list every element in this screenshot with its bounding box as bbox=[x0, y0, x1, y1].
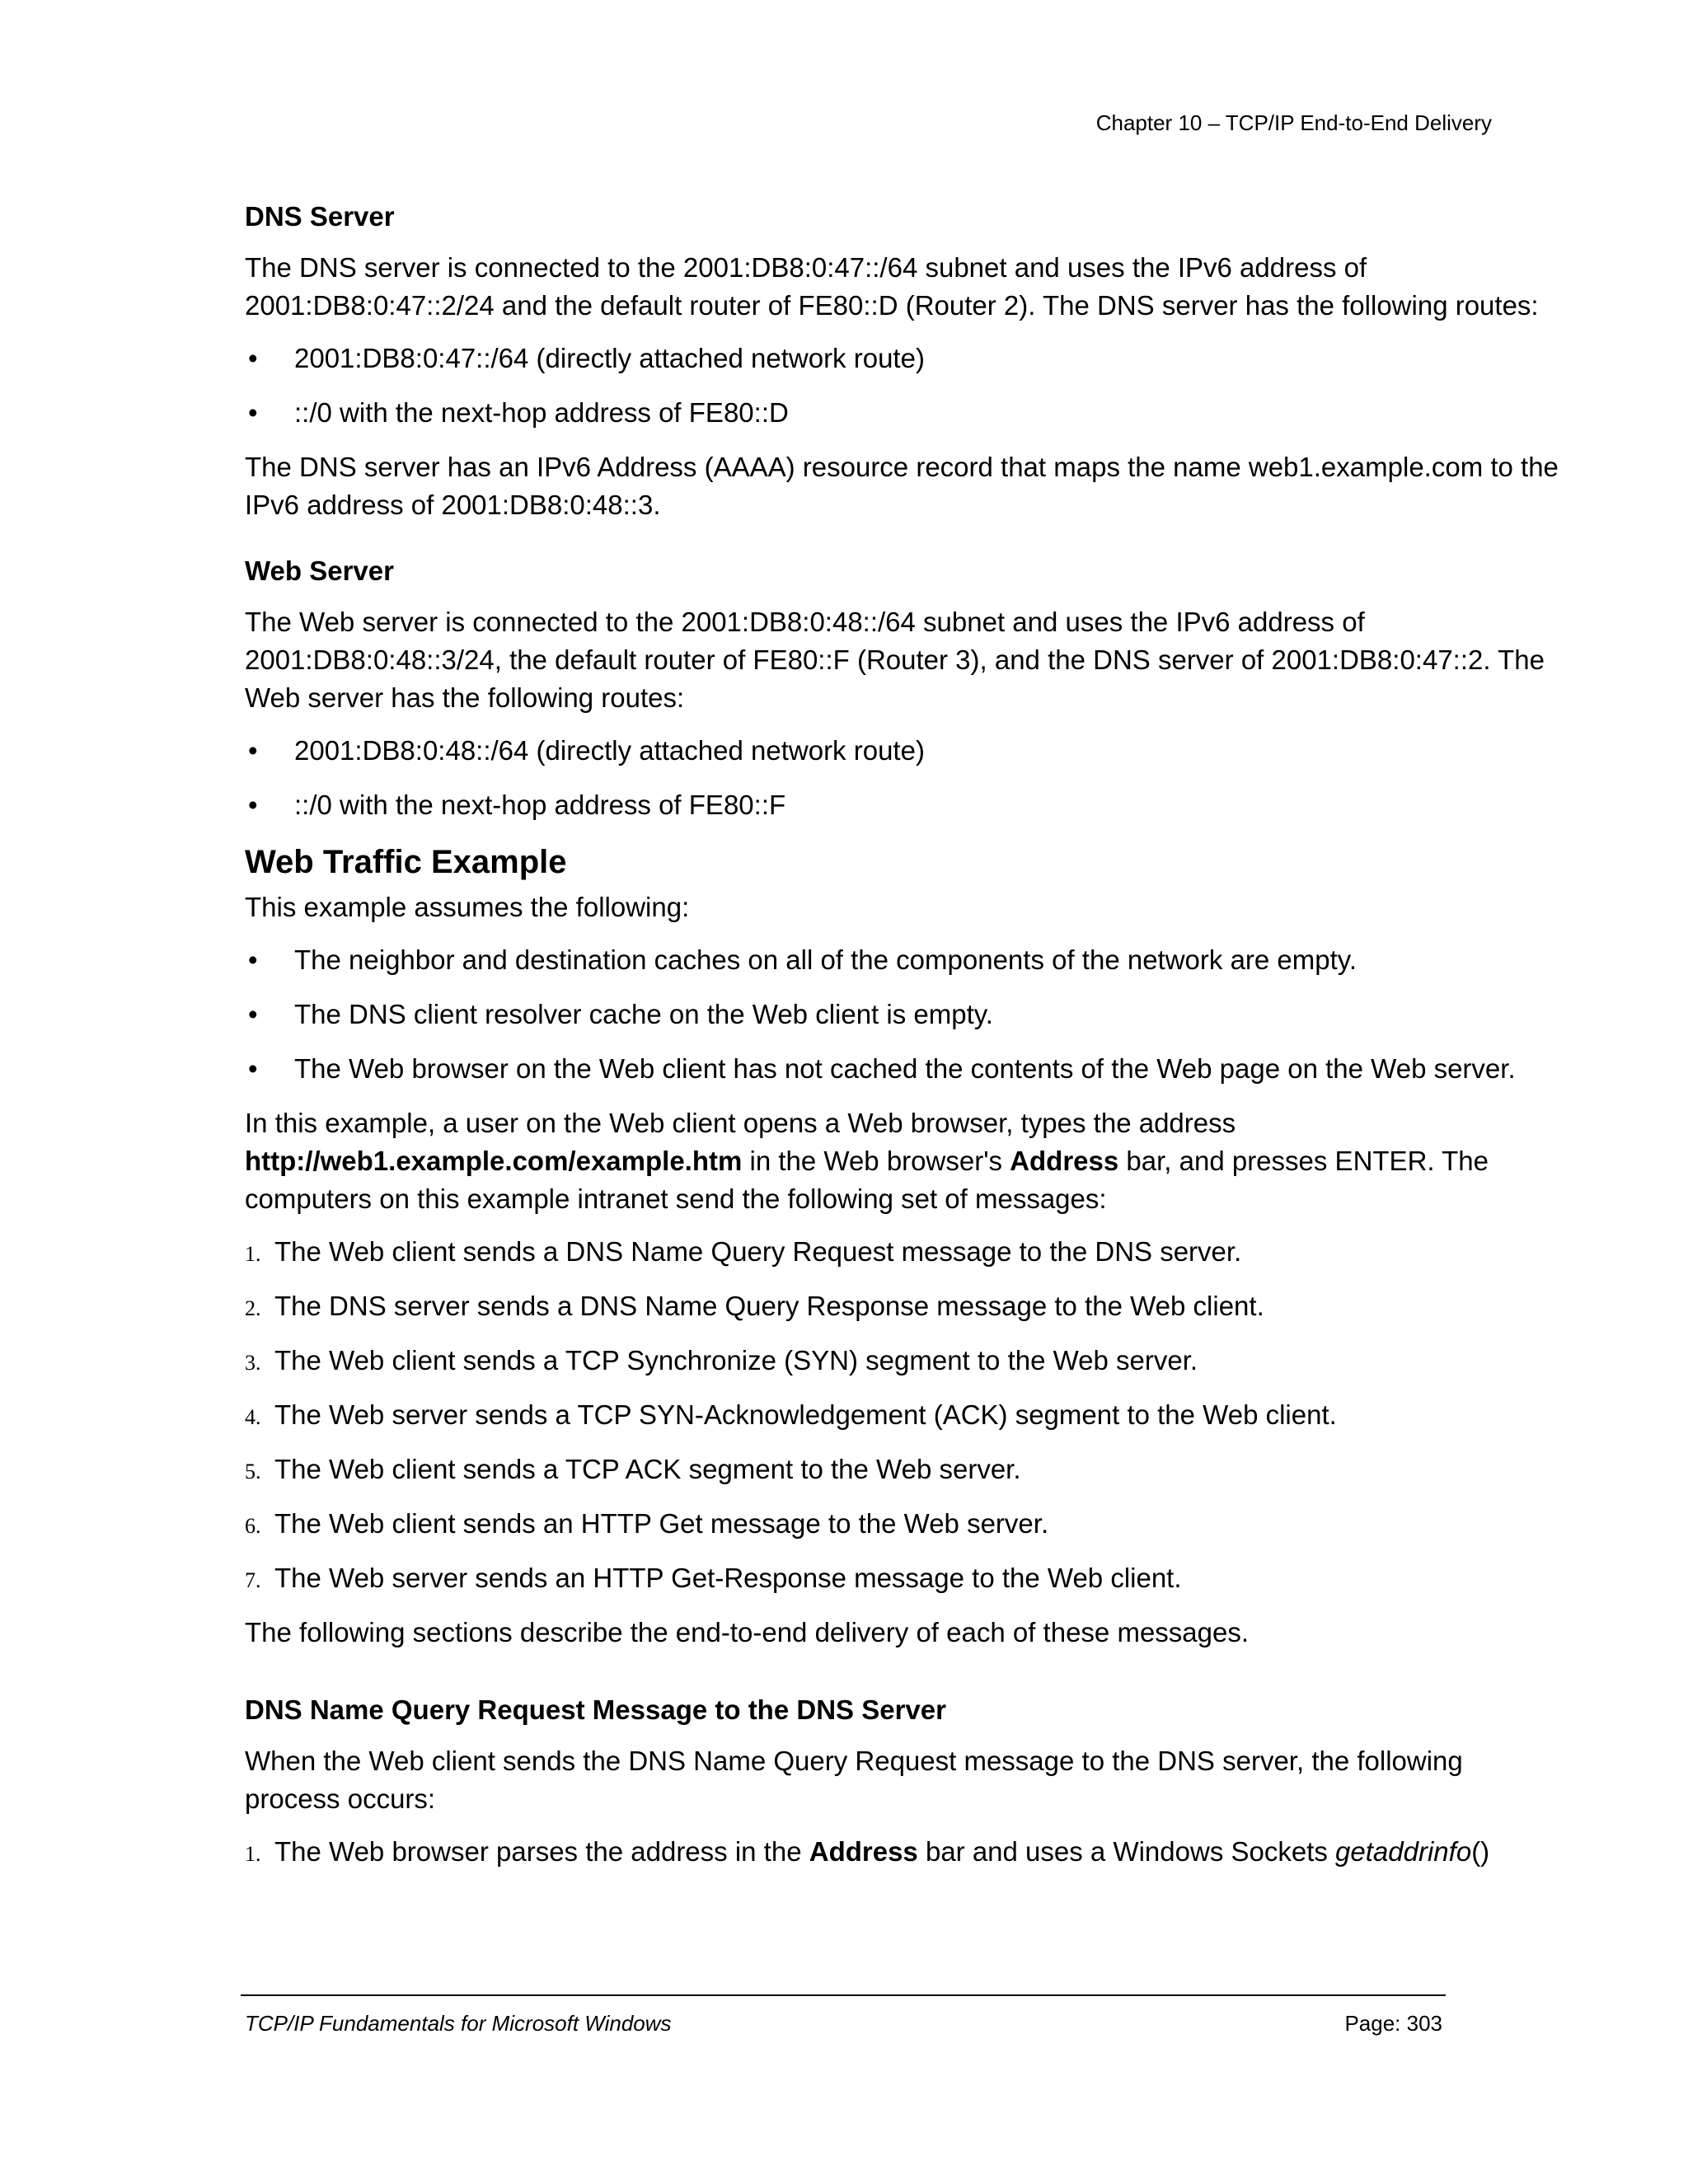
web-traffic-closing: The following sections describe the end-to-end delivery of each of these messages. bbox=[245, 1617, 1250, 1647]
route-text: ::/0 with the next-hop address of FE80::D bbox=[294, 397, 789, 428]
dns-query-paragraph: When the Web client sends the DNS Name Query Request message to the DNS server, the following process occurs: bbox=[245, 1746, 1463, 1814]
list-item bbox=[245, 1233, 1564, 1271]
step-number: 5. bbox=[245, 1460, 261, 1483]
list-item bbox=[245, 1559, 1564, 1597]
bullet-icon: • bbox=[248, 790, 258, 820]
assumption-text: The neighbor and destination caches on all of the components of the network are empty. bbox=[294, 944, 1357, 975]
assumption-text: The Web browser on the Web client has not cached the contents of the Web page on the Web server. bbox=[294, 1053, 1516, 1084]
list-item bbox=[245, 340, 1564, 377]
list-item bbox=[245, 1050, 1564, 1088]
step-text: () bbox=[1471, 1836, 1490, 1867]
example-url: http://web1.example.com/example.htm bbox=[245, 1146, 743, 1176]
step-text: bar and uses a Windows Sockets bbox=[917, 1836, 1336, 1867]
step-text: The Web browser parses the address in the bbox=[274, 1836, 809, 1867]
running-header: Chapter 10 – TCP/IP End-to-End Delivery bbox=[1095, 110, 1492, 135]
list-item bbox=[245, 1287, 1564, 1325]
list-item bbox=[245, 996, 1564, 1033]
step-number: 1. bbox=[245, 1242, 261, 1266]
message-steps bbox=[245, 1233, 1564, 1597]
step-number: 7. bbox=[245, 1568, 261, 1592]
bullet-icon: • bbox=[248, 735, 258, 766]
step-number: 4. bbox=[245, 1405, 261, 1429]
web-traffic-paragraph bbox=[245, 1104, 1564, 1218]
step-number: 3. bbox=[245, 1351, 261, 1375]
step-text: The Web server sends an HTTP Get-Response message to the Web client. bbox=[274, 1563, 1182, 1593]
list-item bbox=[245, 1505, 1564, 1543]
paragraph-text: in the Web browser's bbox=[742, 1146, 1010, 1176]
step-text: The Web client sends an HTTP Get message to the Web server. bbox=[274, 1508, 1049, 1539]
step-text: The Web client sends a TCP Synchronize (SYN) segment to the Web server. bbox=[274, 1345, 1198, 1376]
page-content bbox=[245, 196, 1564, 1887]
web-traffic-heading: Web Traffic Example bbox=[245, 844, 567, 880]
paragraph-text: In this example, a user on the Web client opens a Web browser, types the address bbox=[245, 1108, 1236, 1138]
list-item bbox=[245, 1396, 1564, 1434]
list-item bbox=[245, 1342, 1564, 1380]
web-traffic-intro: This example assumes the following: bbox=[245, 892, 690, 922]
bullet-icon: • bbox=[248, 397, 258, 428]
address-bar-term: Address bbox=[1010, 1146, 1119, 1176]
step-number: 6. bbox=[245, 1514, 261, 1538]
list-item bbox=[245, 786, 1564, 824]
list-item bbox=[245, 1451, 1564, 1488]
paragraph-text: bar, and presses ENTER. The computers on this example intranet send the following set of messages: bbox=[245, 1146, 1489, 1214]
route-text: 2001:DB8:0:47::/64 (directly attached network route) bbox=[294, 343, 925, 373]
bullet-icon: • bbox=[248, 999, 258, 1029]
bullet-icon: • bbox=[248, 1053, 258, 1084]
bullet-icon: • bbox=[248, 944, 258, 975]
dns-server-heading: DNS Server bbox=[245, 201, 395, 232]
assumptions-list bbox=[245, 941, 1564, 1088]
step-number: 1. bbox=[245, 1842, 261, 1866]
footer-title: TCP/IP Fundamentals for Microsoft Windows bbox=[245, 2011, 672, 2036]
web-server-heading: Web Server bbox=[245, 555, 394, 586]
list-item bbox=[245, 732, 1564, 770]
web-server-routes bbox=[245, 732, 1564, 824]
dns-query-steps bbox=[245, 1833, 1564, 1871]
dns-server-paragraph-1: The DNS server is connected to the 2001:DB8:0:47::/64 subnet and uses the IPv6 address of 2001:DB8:0:47::2/24 and the default router of FE80::D (Router 2). The DNS server has the following routes: bbox=[245, 252, 1539, 321]
footer-divider bbox=[241, 1994, 1446, 1996]
step-text: The Web client sends a TCP ACK segment to the Web server. bbox=[274, 1454, 1021, 1484]
step-text: The Web server sends a TCP SYN-Acknowledgement (ACK) segment to the Web client. bbox=[274, 1399, 1337, 1430]
dns-server-paragraph-2: The DNS server has an IPv6 Address (AAAA) resource record that maps the name web1.example.com to the IPv6 address of 2001:DB8:0:48::3. bbox=[245, 452, 1559, 520]
list-item bbox=[245, 1833, 1564, 1871]
dns-server-routes bbox=[245, 340, 1564, 432]
step-text: The Web client sends a DNS Name Query Request message to the DNS server. bbox=[274, 1236, 1242, 1267]
step-number: 2. bbox=[245, 1296, 261, 1320]
bullet-icon: • bbox=[248, 343, 258, 373]
address-bar-term: Address bbox=[809, 1836, 918, 1867]
assumption-text: The DNS client resolver cache on the Web client is empty. bbox=[294, 999, 993, 1029]
dns-query-heading: DNS Name Query Request Message to the DNS Server bbox=[245, 1694, 946, 1725]
route-text: 2001:DB8:0:48::/64 (directly attached network route) bbox=[294, 735, 925, 766]
step-text: The DNS server sends a DNS Name Query Response message to the Web client. bbox=[274, 1291, 1264, 1321]
page-number: Page: 303 bbox=[1344, 2011, 1442, 2036]
list-item bbox=[245, 941, 1564, 979]
web-server-paragraph-1: The Web server is connected to the 2001:DB8:0:48::/64 subnet and uses the IPv6 address of 2001:DB8:0:48::3/24, the default router of FE80::F (Router 3), and the DNS server of 2001:DB8:0:47::2. The Web server has the following routes: bbox=[245, 607, 1545, 713]
route-text: ::/0 with the next-hop address of FE80::F bbox=[294, 790, 786, 820]
function-name: getaddrinfo bbox=[1335, 1836, 1472, 1867]
list-item bbox=[245, 394, 1564, 432]
